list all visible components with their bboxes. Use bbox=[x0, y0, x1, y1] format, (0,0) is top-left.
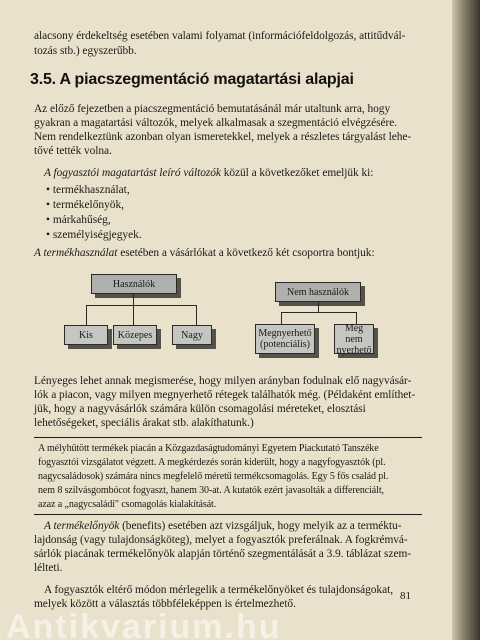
text-line: tővé tették volna. bbox=[34, 145, 112, 157]
box-top-rule bbox=[34, 437, 422, 438]
box-text-line: fogyasztói vizsgálatot végzett. A megkérdezés során kiderült, hogy a nagyfogyasztók (pl. bbox=[38, 457, 386, 468]
bullet-text: termékelőnyök, bbox=[52, 199, 125, 211]
connector bbox=[281, 312, 356, 313]
box-text-line: A mélyhűtött termékek piacán a Közgazdaságtudományi Egyetem Piackutató Tanszéke bbox=[38, 443, 379, 454]
box-line: Meg nem bbox=[344, 322, 364, 345]
text-line: Lényeges lehet annak megismerése, hogy milyen arányban fodulnak elő nagyvásár- bbox=[34, 375, 412, 387]
box-text-line: nem 8 szilvásgombócot fogyaszt, hanem 30-at. A kutatók ezért javasolták a differenciált, bbox=[38, 485, 384, 496]
text-line bbox=[44, 520, 401, 532]
text-line: jük, hogy a nagyvásárlók számára külön csomagolási méreteket, elosztási bbox=[34, 403, 366, 415]
bullet-item: • termékelőnyök, bbox=[46, 199, 125, 211]
text-line: Az előző fejezetben a piacszegmentáció bemutatásánál már utaltunk arra, hogy bbox=[34, 103, 391, 115]
page-number: 81 bbox=[400, 590, 411, 602]
light-users-box: Kis bbox=[64, 325, 108, 345]
box-text-line: nagycsaládosok) számára nincs megfelelő méretű termékcsomagolás. Egy 5 fős család pl. bbox=[38, 471, 389, 482]
connector bbox=[318, 302, 319, 312]
text-span: esetében a vásárlókat a következő két csoportra bontjuk: bbox=[117, 247, 375, 259]
box-text-line: azaz a „nagycsaládi" csomagolás kialakítását. bbox=[38, 499, 217, 510]
users-box: Használók bbox=[91, 274, 177, 294]
text-line: gyakran a magatartási változók, melyek alkalmasak a szegmentáció elvégzésére. bbox=[34, 117, 398, 129]
bullet-text: termékhasználat, bbox=[52, 184, 130, 196]
text-line: lehetőségeket, speciális árakat stb. alakíthatunk.) bbox=[34, 417, 254, 429]
text-span: közül a következőket emeljük ki: bbox=[220, 167, 374, 179]
winnable-box bbox=[255, 324, 315, 354]
bullet-item: • márkahűség, bbox=[46, 214, 111, 226]
text-line bbox=[44, 167, 373, 179]
text-line: melyek között a választás többféleképpen is értelmezhető. bbox=[34, 598, 296, 610]
connector bbox=[133, 294, 134, 305]
italic-term: A fogyasztói magatartást leíró változók bbox=[44, 167, 221, 179]
connector bbox=[281, 312, 282, 324]
connector bbox=[86, 305, 87, 325]
connector bbox=[86, 305, 196, 306]
text-span: (benefits) esetében azt vizsgáljuk, hogy melyik az a terméktu- bbox=[119, 520, 402, 532]
bullet-text: személyiségjegyek. bbox=[52, 229, 142, 241]
text-line: lajdonság (vagy tulajdonságköteg), melyet a fogyasztók preferálnak. A fogkrémvá- bbox=[34, 534, 408, 546]
italic-term: A termékhasználat bbox=[34, 247, 118, 259]
watermark: Antikvarium.hu bbox=[6, 608, 282, 640]
text-line: tozás stb.) egyszerűbb. bbox=[34, 45, 137, 57]
connector bbox=[196, 305, 197, 325]
heavy-users-box: Nagy bbox=[172, 325, 212, 345]
text-line: lélteti. bbox=[34, 562, 63, 574]
medium-users-box: Közepes bbox=[113, 325, 157, 345]
unwinnable-box bbox=[334, 324, 374, 354]
nonusers-box: Nem használók bbox=[275, 282, 361, 302]
italic-term: A termékelőnyök bbox=[44, 520, 120, 532]
text-line: A fogyasztók eltérő módon mérlegelik a termékelőnyöket és tulajdonságokat, bbox=[44, 584, 393, 596]
book-spine-shadow bbox=[452, 0, 480, 640]
text-line: Nem rendelkeztünk azonban olyan ismeretekkel, melyek a részletes tárgyalást lehe- bbox=[34, 131, 412, 143]
text-line: sárlók piacának termékelőnyök alapján történő szegmentálását a 3.9. táblázat szem- bbox=[34, 548, 412, 560]
box-bottom-rule bbox=[34, 514, 422, 515]
section-heading: 3.5. A piacszegmentáció magatartási alapjai bbox=[30, 71, 354, 88]
bullet-text: márkahűség, bbox=[52, 214, 111, 226]
box-line: Megnyerhető bbox=[258, 328, 312, 339]
text-line: alacsony érdekeltség esetében valami folyamat (információfeldolgozás, attitűdvál- bbox=[34, 30, 406, 42]
bullet-item: • személyiségjegyek. bbox=[46, 229, 142, 241]
text-line: lók a piacon, vagy milyen megnyerhető rétegek találhatók még. (Példaként említhet- bbox=[34, 389, 416, 401]
box-line: nyerhető bbox=[336, 344, 372, 356]
connector bbox=[133, 305, 134, 325]
bullet-item: • termékhasználat, bbox=[46, 184, 130, 196]
box-line: (potenciális) bbox=[260, 339, 310, 350]
text-line bbox=[34, 247, 375, 259]
